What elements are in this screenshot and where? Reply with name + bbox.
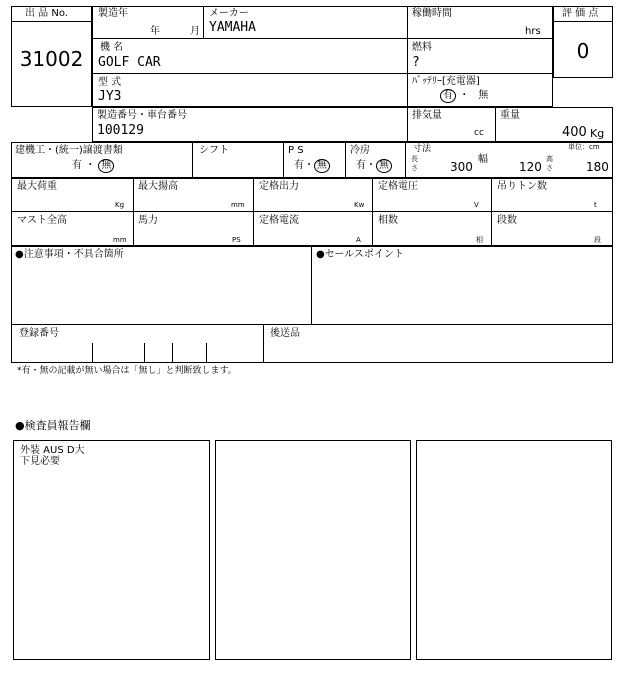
fuel-value: ? [412, 55, 420, 70]
battery-no: 無 [478, 90, 489, 101]
hoist-label: 吊りトン数 [497, 181, 547, 192]
lot-number-label: 出 品 No. [25, 8, 68, 19]
ac-label: 冷房 [350, 145, 370, 156]
cert-options [72, 159, 114, 173]
year-suffix-month: 月 [190, 26, 200, 37]
rated-current-label: 定格電流 [259, 215, 299, 226]
battery-separator: ・ [459, 90, 470, 101]
year-suffix-year: 年 [150, 26, 160, 37]
mast-unit: mm [113, 236, 127, 244]
serial-value: 100129 [97, 123, 144, 138]
sales-point-label: ●セールスポイント [316, 249, 404, 260]
type-label: 型 式 [98, 77, 122, 88]
battery-options [440, 89, 488, 103]
inspector-note-line-2: 下見必要 [20, 456, 60, 467]
ac-options [356, 159, 392, 173]
cert-yes: 有 [72, 160, 82, 171]
model-label: 機 名 [100, 42, 124, 53]
ac-separator: ・ [366, 160, 376, 171]
ps-separator: ・ [304, 160, 314, 171]
serial-label: 製造番号・車台番号 [97, 110, 187, 121]
length-label-bottom: さ [411, 164, 418, 172]
shipping-label: 後送品 [270, 328, 300, 339]
inspector-box-1 [13, 440, 210, 660]
rating-label: 評 価 点 [562, 8, 599, 19]
rated-voltage-label: 定格電圧 [378, 181, 418, 192]
type-value: JY3 [98, 89, 122, 104]
height-label-bottom: さ [546, 164, 553, 172]
ps-label: P S [288, 145, 304, 156]
dimension-unit: 単位：cm [568, 143, 600, 151]
battery-yes-circled: 有 [440, 89, 456, 103]
caution-label: ●注意事項・不具合箇所 [15, 249, 124, 260]
maker-label: メーカー [209, 8, 249, 19]
weight-unit: Kg [590, 127, 605, 140]
hoist-unit: t [594, 201, 597, 209]
fuel-label: 燃料 [412, 42, 432, 53]
max-lift-unit: mm [231, 201, 245, 209]
lot-number-value: 31002 [19, 47, 84, 71]
rating-value: 0 [576, 39, 590, 63]
cert-label: 建機工・(統一)譲渡書類 [15, 145, 123, 156]
rated-output-label: 定格出力 [259, 181, 299, 192]
rated-voltage-unit: V [474, 201, 479, 209]
rated-current-unit: A [356, 236, 361, 244]
phase-label: 相数 [378, 215, 398, 226]
weight-label: 重量 [500, 110, 520, 121]
inspector-note-line-1: 外装 AUS D大 [20, 445, 85, 456]
ps-yes: 有 [294, 160, 304, 171]
cert-separator: ・ [85, 160, 96, 171]
weight-value: 400 [562, 125, 587, 140]
ps-no-circled: 無 [314, 159, 330, 173]
ac-yes: 有 [356, 160, 366, 171]
height-label-top: 高 [546, 155, 553, 163]
registration-area [11, 324, 613, 363]
shift-label: シフト [199, 145, 229, 156]
max-load-label: 最大荷重 [17, 181, 57, 192]
max-lift-label: 最大揚高 [138, 181, 178, 192]
length-value: 300 [450, 160, 473, 174]
height-value: 180 [586, 160, 609, 174]
rated-output-unit: Kw [354, 201, 365, 209]
ac-no-circled: 無 [376, 159, 392, 173]
footnote: *有・無の記載が無い場合は「無し」と判断致します。 [17, 366, 237, 376]
maker-value: YAMAHA [209, 20, 256, 35]
hours-label: 稼働時間 [412, 8, 452, 19]
registration-label: 登録番号 [19, 328, 59, 339]
mast-label: マスト全高 [17, 215, 67, 226]
displacement-unit: cc [474, 128, 484, 138]
cert-no-circled: 無 [98, 159, 114, 173]
row-c [11, 211, 613, 246]
inspector-box-3 [416, 440, 612, 660]
max-load-unit: Kg [115, 201, 125, 209]
ps-options [294, 159, 330, 173]
steps-unit: 段 [594, 236, 601, 244]
dimension-label: 寸法 [413, 144, 432, 154]
inspector-section-title: ●検査員報告欄 [15, 419, 91, 432]
battery-label: ﾊﾞｯﾃﾘｰ[充電器] [412, 76, 480, 87]
hp-label: 馬力 [138, 215, 158, 226]
model-value: GOLF CAR [98, 55, 161, 70]
steps-label: 段数 [497, 215, 517, 226]
length-label-top: 長 [411, 155, 418, 163]
phase-unit: 相 [476, 236, 483, 244]
hp-unit: PS [232, 236, 241, 244]
width-value: 120 [519, 160, 542, 174]
width-label: 幅 [478, 154, 488, 165]
year-label: 製造年 [98, 8, 128, 19]
inspector-box-2 [215, 440, 411, 660]
displacement-label: 排気量 [412, 110, 442, 121]
hours-unit: hrs [525, 26, 541, 37]
